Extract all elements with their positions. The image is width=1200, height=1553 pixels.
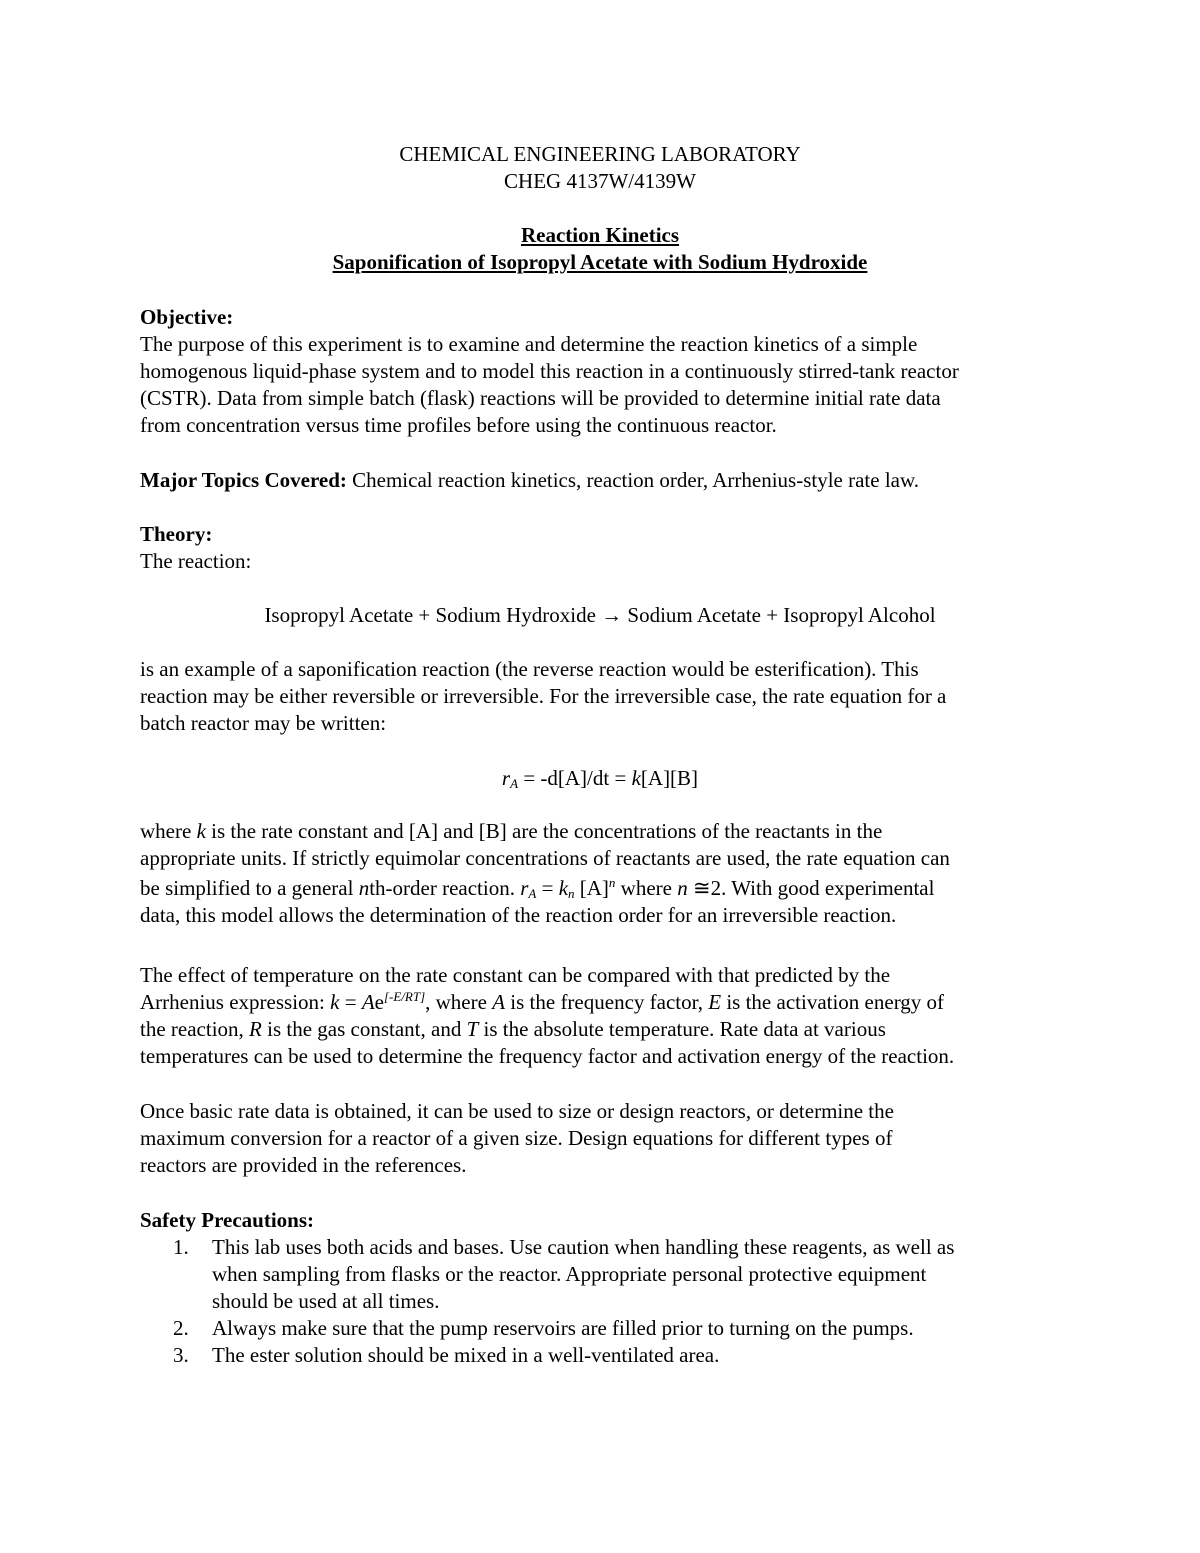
math-superscript: [-E/RT]	[383, 989, 426, 1004]
paragraph-line: maximum conversion for a reactor of a given size. Design equations for different types of	[140, 1126, 893, 1150]
text-run: where	[140, 819, 197, 843]
paragraph-line: Once basic rate data is obtained, it can be used to size or design reactors, or determine the	[140, 1099, 894, 1123]
objective-section	[140, 304, 1070, 439]
objective-heading: Objective:	[140, 305, 234, 329]
theory-paragraph-4	[140, 1098, 1070, 1179]
math-symbol: k	[196, 819, 206, 843]
text-run: is the absolute temperature. Rate data at various	[478, 1017, 886, 1041]
paragraph-line: reactors are provided in the references.	[140, 1153, 467, 1177]
list-line: The ester solution should be mixed in a well-ventilated area.	[212, 1343, 720, 1367]
paragraph-line: is an example of a saponification reaction (the reverse reaction would be esterification). This	[140, 657, 919, 681]
topics-text: Chemical reaction kinetics, reaction order, Arrhenius-style rate law.	[346, 468, 920, 492]
math-symbol: k	[330, 990, 340, 1014]
list-line: when sampling from flasks or the reactor. Appropriate personal protective equipment	[212, 1262, 927, 1286]
objective-line: (CSTR). Data from simple batch (flask) reactions will be provided to determine initial rate data	[140, 386, 941, 410]
text-run: , where	[425, 990, 493, 1014]
text-run: be simplified to a general	[140, 876, 359, 900]
theory-heading-block	[140, 521, 1070, 575]
theory-heading: Theory:	[140, 522, 213, 546]
reaction-equation	[140, 602, 1060, 629]
math-symbol: A	[361, 990, 375, 1014]
objective-line: from concentration versus time profiles before using the continuous reactor.	[140, 413, 777, 437]
math-symbol: k	[558, 876, 569, 900]
theory-paragraph-1	[140, 656, 1070, 737]
math-superscript: n	[608, 875, 616, 890]
text-run: the reaction,	[140, 1017, 250, 1041]
rate-equation	[140, 765, 1060, 792]
math-subscript: A	[528, 886, 537, 901]
text-run: is the rate constant and [A] and [B] are the concentrations of the reactants in the	[205, 819, 883, 843]
paragraph-line: batch reactor may be written:	[140, 711, 387, 735]
list-item	[140, 1234, 1060, 1315]
course-header	[140, 141, 1060, 195]
text-run: e	[374, 990, 384, 1014]
safety-heading: Safety Precautions:	[140, 1208, 314, 1232]
lab-name: CHEMICAL ENGINEERING LABORATORY	[399, 142, 801, 166]
list-number: 1.	[173, 1235, 189, 1259]
title-block	[140, 222, 1060, 276]
text-run: is the activation energy of	[721, 990, 945, 1014]
rate-constant-symbol: k	[631, 766, 641, 790]
paragraph-line: The effect of temperature on the rate constant can be compared with that predicted by the	[140, 963, 891, 987]
text-run: is the gas constant, and	[261, 1017, 467, 1041]
topics-section	[140, 467, 1070, 494]
rate-equation-middle: = -d[A]/dt =	[518, 766, 632, 790]
text-run: ≅2. With good experimental	[687, 876, 935, 900]
list-item	[140, 1342, 1060, 1369]
paragraph-line: temperatures can be used to determine the frequency factor and activation energy of the reaction.	[140, 1044, 955, 1068]
text-run: Arrhenius expression:	[140, 990, 331, 1014]
objective-line: homogenous liquid-phase system and to model this reaction in a continuously stirred-tank reactor	[140, 359, 959, 383]
rate-symbol: r	[501, 766, 511, 790]
math-symbol: n	[358, 876, 370, 900]
reaction-text: Isopropyl Acetate + Sodium Hydroxide → Sodium Acetate + Isopropyl Alcohol	[264, 603, 936, 627]
topics-heading: Major Topics Covered:	[140, 468, 347, 492]
math-symbol: r	[520, 876, 529, 900]
math-symbol: n	[677, 876, 688, 900]
document-title: Reaction Kinetics	[520, 223, 680, 247]
text-run: is the frequency factor,	[505, 990, 709, 1014]
objective-line: The purpose of this experiment is to examine and determine the reaction kinetics of a simple	[140, 332, 918, 356]
paragraph-line: data, this model allows the determination of the reaction order for an irreversible reaction.	[140, 903, 897, 927]
list-number: 3.	[173, 1343, 189, 1367]
paragraph-line: appropriate units. If strictly equimolar concentrations of reactants are used, the rate equation can	[140, 846, 950, 870]
theory-paragraph-2	[140, 818, 1070, 929]
list-item	[140, 1315, 1060, 1342]
document-subtitle: Saponification of Isopropyl Acetate with Sodium Hydroxide	[332, 250, 868, 274]
list-line: should be used at all times.	[212, 1289, 440, 1313]
text-run: where	[615, 876, 678, 900]
course-code: CHEG 4137W/4139W	[504, 169, 696, 193]
text-run: th-order reaction.	[369, 876, 521, 900]
text-run: =	[536, 876, 559, 900]
math-symbol: T	[466, 1017, 479, 1041]
paragraph-line: reaction may be either reversible or irreversible. For the irreversible case, the rate equation for a	[140, 684, 947, 708]
list-number: 2.	[173, 1316, 189, 1340]
math-symbol: A	[492, 990, 506, 1014]
rate-subscript: A	[510, 776, 519, 791]
math-subscript: n	[568, 886, 575, 901]
math-symbol: R	[249, 1017, 262, 1041]
list-line: This lab uses both acids and bases. Use caution when handling these reagents, as well as	[212, 1235, 955, 1259]
theory-paragraph-3	[140, 962, 1070, 1070]
safety-list	[140, 1234, 1060, 1369]
math-symbol: E	[708, 990, 722, 1014]
text-run: =	[339, 990, 362, 1014]
text-run: [A]	[574, 876, 609, 900]
list-line: Always make sure that the pump reservoirs are filled prior to turning on the pumps.	[212, 1316, 914, 1340]
rate-equation-end: [A][B]	[640, 766, 699, 790]
theory-intro: The reaction:	[140, 549, 252, 573]
safety-heading-block	[140, 1207, 1070, 1234]
